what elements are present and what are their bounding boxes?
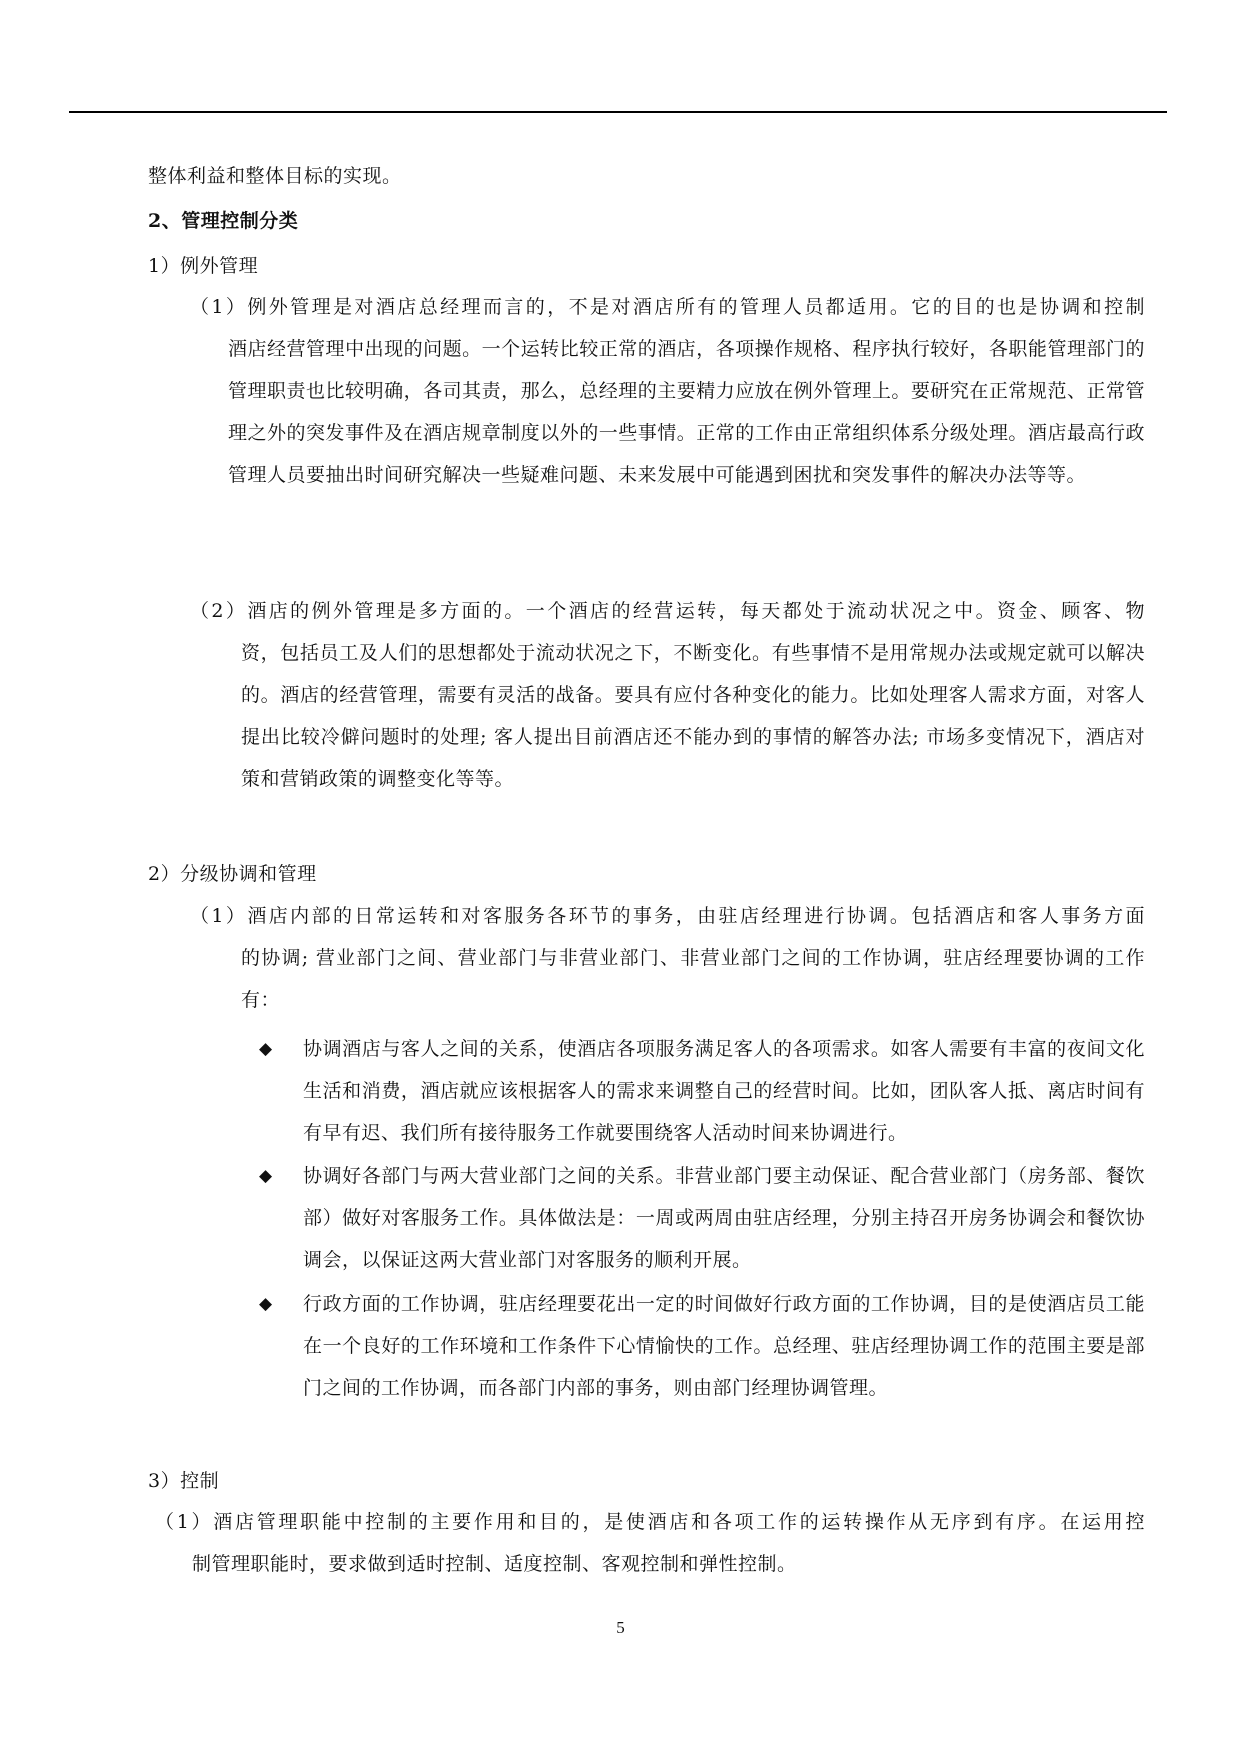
section-heading: 2、管理控制分类 — [148, 210, 299, 232]
bullet-diamond-icon: ◆ — [259, 1166, 273, 1186]
sub1-p1-body: 酒店经营管理中出现的问题。一个运转比较正常的酒店，各项操作规格、程序执行较好，各职能管理部门的管理职责也比较明确，各司其责，那么，总经理的主要精力应放在例外管理上。要研究在正常规范、正常管理之外的突发事件及在酒店规章制度以外的一些事情。正常的工作由正常组织体系分级处理。酒店最高行政管理人员要抽出时间研究解决一些疑难问题、未来发展中可能遇到困扰和突发事件的解决办法等等。 — [228, 338, 1145, 486]
sub3-p1-body: 制管理职能时，要求做到适时控制、适度控制、客观控制和弹性控制。 — [192, 1553, 797, 1575]
sub1-p1-lead: （1）例外管理是对酒店总经理而言的，不是对酒店所有的管理人员都适用。它的目的也是协调和控制 — [190, 296, 1145, 318]
bullet-diamond-icon: ◆ — [259, 1039, 273, 1059]
bullet-item: 行政方面的工作协调，驻店经理要花出一定的时间做好行政方面的工作协调，目的是使酒店员工能在一个良好的工作环境和工作条件下心情愉快的工作。总经理、驻店经理协调工作的范围主要是部门之间的工作协调，而各部门内部的事务，则由部门经理协调管理。 — [303, 1293, 1145, 1399]
sub3-p1-lead: （1）酒店管理职能中控制的主要作用和目的，是使酒店和各项工作的运转操作从无序到有序。在运用控 — [155, 1511, 1145, 1533]
page-number: 5 — [616, 1618, 625, 1637]
bullet-diamond-icon: ◆ — [259, 1294, 273, 1314]
sub2-p1-body: 的协调; 营业部门之间、营业部门与非营业部门、非营业部门之间的工作协调，驻店经理要协调的工作有： — [241, 947, 1145, 1011]
sub2-heading: 2）分级协调和管理 — [148, 863, 317, 885]
sub1-heading: 1）例外管理 — [148, 255, 259, 277]
bullet-item: 协调好各部门与两大营业部门之间的关系。非营业部门要主动保证、配合营业部门（房务部、餐饮部）做好对客服务工作。具体做法是：一周或两周由驻店经理，分别主持召开房务协调会和餐饮协调会，以保证这两大营业部门对客服务的顺利开展。 — [303, 1165, 1145, 1271]
sub3-heading: 3）控制 — [148, 1470, 220, 1492]
header-rule — [69, 111, 1167, 113]
sub2-p1-lead: （1）酒店内部的日常运转和对客服务各环节的事务，由驻店经理进行协调。包括酒店和客人事务方面 — [190, 905, 1145, 927]
sub1-p2-body: 资，包括员工及人们的思想都处于流动状况之下，不断变化。有些事情不是用常规办法或规定就可以解决的。酒店的经营管理，需要有灵活的战备。要具有应付各种变化的能力。比如处理客人需求方面，对客人提出比较冷僻问题时的处理; 客人提出目前酒店还不能办到的事情的解答办法; 市场多变情况下，酒店对策和营销政策的调整变化等等。 — [241, 642, 1145, 790]
sub1-p2-lead: （2）酒店的例外管理是多方面的。一个酒店的经营运转，每天都处于流动状况之中。资金、顾客、物 — [190, 600, 1145, 622]
continuation-line: 整体利益和整体目标的实现。 — [148, 165, 402, 187]
bullet-item: 协调酒店与客人之间的关系，使酒店各项服务满足客人的各项需求。如客人需要有丰富的夜间文化生活和消费，酒店就应该根据客人的需求来调整自己的经营时间。比如，团队客人抵、离店时间有有早有迟、我们所有接待服务工作就要围绕客人活动时间来协调进行。 — [303, 1038, 1145, 1144]
